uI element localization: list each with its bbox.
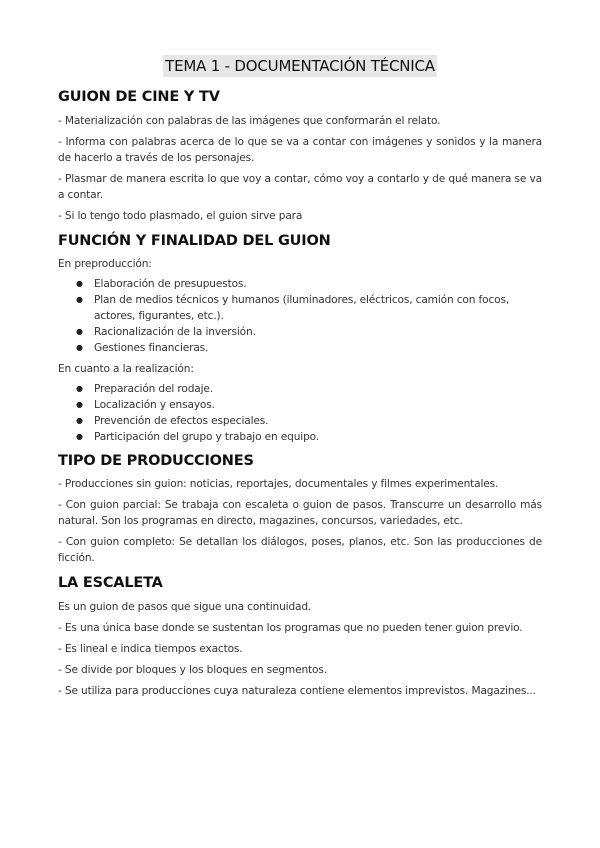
list-item: ● Racionalización de la inversión. [94, 324, 542, 340]
heading-tipo: TIPO DE PRODUCCIONES [58, 453, 254, 469]
paragraph: - Con guion completo: Se detallan los diálogos, poses, planos, etc. Son las producciones de ficción. [58, 536, 542, 564]
list-item: ● Elaboración de presupuestos. [94, 276, 542, 292]
heading-escaleta: LA ESCALETA [58, 575, 163, 591]
list-item: ● Participación del grupo y trabajo en equipo. [94, 429, 542, 445]
list-preproduccion [58, 276, 542, 356]
heading-guion: GUION DE CINE Y TV [58, 89, 220, 105]
paragraph: Es un guion de pasos que sigue una continuidad. [58, 601, 312, 613]
paragraph: En preproducción: [58, 258, 152, 270]
paragraph: - Materialización con palabras de las imágenes que conformarán el relato. [58, 115, 441, 127]
paragraph: - Producciones sin guion: noticias, reportajes, documentales y filmes experimentales. [58, 478, 499, 490]
paragraph: En cuanto a la realización: [58, 363, 194, 375]
title-wrap [58, 0, 542, 79]
list-item: ● Localización y ensayos. [94, 397, 542, 413]
list-item: ● Preparación del rodaje. [94, 381, 542, 397]
list-realizacion [58, 381, 542, 445]
heading-funcion: FUNCIÓN Y FINALIDAD DEL GUION [58, 233, 331, 249]
paragraph: - Si lo tengo todo plasmado, el guion sirve para [58, 210, 303, 222]
paragraph: - Plasmar de manera escrita lo que voy a contar, cómo voy a contarlo y de qué manera se va a contar. [58, 173, 542, 201]
page-title: TEMA 1 - DOCUMENTACIÓN TÉCNICA [165, 57, 435, 75]
paragraph: - Es una única base donde se sustentan los programas que no pueden tener guion previo. [58, 622, 523, 634]
paragraph: - Informa con palabras acerca de lo que se va a contar con imágenes y sonidos y la manera de hacerlo a través de los personajes. [58, 136, 542, 164]
paragraph: - Es lineal e indica tiempos exactos. [58, 643, 243, 655]
paragraph: - Con guion parcial: Se trabaja con escaleta o guion de pasos. Transcurre un desarrollo más natural. Son los programas en directo, magazines, concursos, variedades, etc. [58, 499, 542, 527]
list-item: ● Prevención de efectos especiales. [94, 413, 542, 429]
paragraph: - Se utiliza para producciones cuya naturaleza contiene elementos imprevistos. Magazines... [58, 685, 536, 697]
paragraph: - Se divide por bloques y los bloques en segmentos. [58, 664, 327, 676]
list-item: ● Plan de medios técnicos y humanos (iluminadores, eléctricos, camión con focos, actores, figurantes, etc.). [94, 292, 542, 324]
list-item: ● Gestiones financieras. [94, 340, 542, 356]
